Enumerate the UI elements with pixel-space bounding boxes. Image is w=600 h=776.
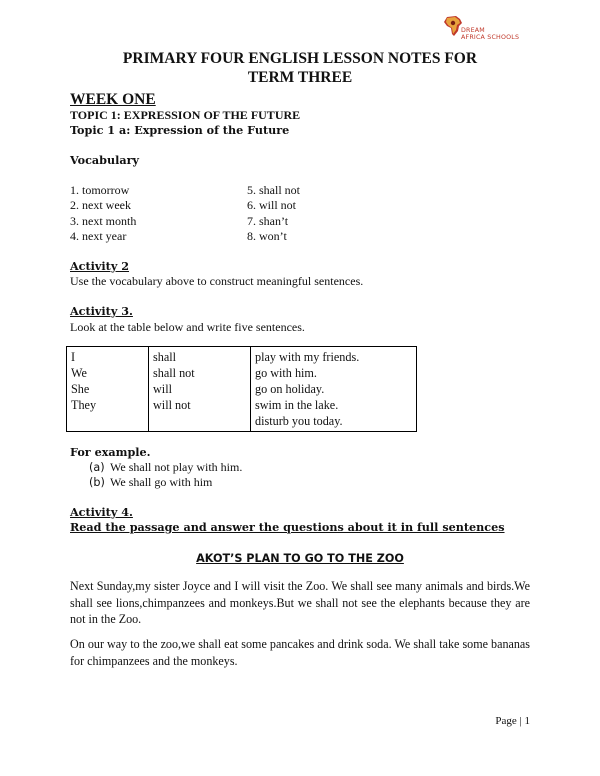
vocabulary-heading: Vocabulary [70, 153, 140, 167]
table-cell: disturb you today. [255, 414, 343, 428]
table-cell: go with him. [255, 366, 317, 380]
table-cell: They [71, 398, 97, 412]
table-cell: She [71, 382, 90, 396]
table-cell: swim in the lake. [255, 398, 339, 412]
table-cell: shall [153, 350, 177, 364]
school-logo [441, 14, 561, 40]
vocabulary-list-left [70, 183, 136, 245]
phrase-column [251, 347, 417, 432]
table-cell: shall not [153, 366, 195, 380]
table-cell: will not [153, 398, 191, 412]
activity-2-text: Use the vocabulary above to construct meaningful sentences. [70, 274, 364, 288]
logo-line-1: DREAM [461, 27, 485, 34]
vocabulary-item: 8. won’t [247, 229, 287, 244]
page-number: Page | 1 [495, 715, 530, 727]
activity-4-heading: Activity 4. [70, 505, 133, 519]
vocabulary-item: 6. will not [247, 198, 297, 213]
activity-2-heading: Activity 2 [70, 259, 130, 273]
example-heading: For example. [70, 445, 151, 459]
vocabulary-list-right [247, 183, 300, 245]
vocabulary-item: 3. next month [70, 213, 137, 228]
vocabulary-item: 1. tomorrow [70, 183, 130, 197]
verb-column [149, 347, 251, 432]
subject-column [67, 347, 149, 432]
example-marker-b: (b) [89, 476, 105, 489]
activity-4-instruction: Read the passage and answer the questions about it in full sentences [70, 520, 505, 534]
page-title-line-2: TERM THREE [247, 69, 353, 86]
activity-3-text: Look at the table below and write five sentences. [70, 320, 305, 334]
activity-3-heading: Activity 3. [70, 304, 133, 318]
table-cell: play with my friends. [255, 350, 360, 364]
sentence-table [66, 346, 417, 432]
week-heading: WEEK ONE [70, 91, 156, 108]
subtopic-heading: Topic 1 a: Expression of the Future [70, 123, 290, 137]
table-cell: I [71, 350, 76, 364]
table-cell: will [153, 382, 172, 396]
example-text-a: We shall not play with him. [110, 460, 243, 474]
page-title-line-1: PRIMARY FOUR ENGLISH LESSON NOTES FOR [122, 50, 478, 67]
vocabulary-item: 4. next year [70, 229, 127, 244]
example-marker-a: (a) [89, 461, 105, 474]
passage-paragraph-2: On our way to the zoo,we shall eat some pancakes and drink soda. We shall take some bananas for chimpanzees and the monkeys. [70, 637, 530, 668]
vocabulary-item: 2. next week [70, 198, 131, 213]
logo-line-2: AFRICA SCHOOLS [461, 34, 520, 41]
example-text-b: We shall go with him [110, 475, 213, 489]
passage-title: AKOT’S PLAN TO GO TO THE ZOO [196, 552, 404, 565]
vocabulary-item: 7. shan’t [247, 213, 289, 228]
table-cell: We [71, 366, 87, 380]
topic-heading: TOPIC 1: EXPRESSION OF THE FUTURE [70, 108, 301, 122]
vocabulary-item: 5. shall not [247, 183, 300, 197]
table-cell: go on holiday. [255, 382, 325, 396]
passage-paragraph-1: Next Sunday,my sister Joyce and I will visit the Zoo. We shall see many animals and birds.We shall see lions,chimpanzees and monkeys.But we shall not see the elephants because they are not in the Zoo. [70, 579, 530, 626]
